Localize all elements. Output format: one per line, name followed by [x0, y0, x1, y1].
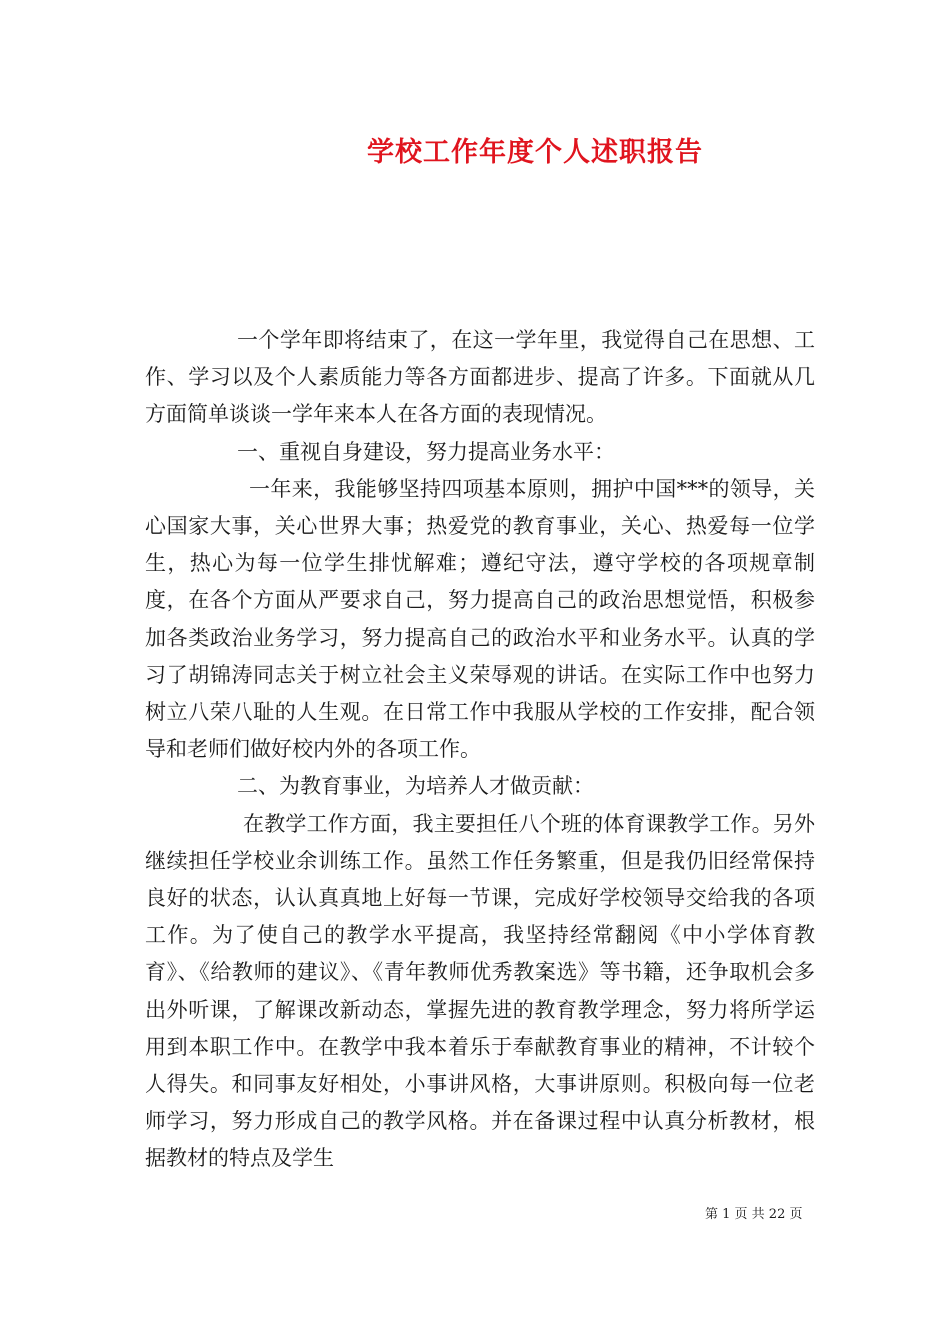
- page-title: 学校工作年度个人述职报告: [367, 137, 703, 168]
- intro-paragraph: 一个学年即将结束了，在这一学年里，我觉得自己在思想、工作、学习以及个人素质能力等各方面都进步、提高了许多。下面就从几方面简单谈谈一学年来本人在各方面的表现情况。: [145, 328, 815, 427]
- section-heading-2: 二、为教育事业，为培养人才做贡献：: [237, 774, 594, 799]
- document-body: [145, 322, 815, 1178]
- section-heading-1: 一、重视自身建设，努力提高业务水平：: [237, 439, 615, 464]
- section-1-paragraph: 一年来，我能够坚持四项基本原则，拥护中国***的领导，关心国家大事，关心世界大事；热爱党的教育事业，关心、热爱每一位学生，热心为每一位学生排忧解难；遵纪守法，遵守学校的各项规章制度，在各个方面从严要求自己，努力提高自己的政治思想觉悟，积极参加各类政治业务学习，努力提高自己的政治水平和业务水平。认真的学习了胡锦涛同志关于树立社会主义荣辱观的讲话。在实际工作中也努力树立八荣八耻的人生观。在日常工作中我服从学校的工作安排，配合领导和老师们做好校内外的各项工作。: [145, 476, 815, 762]
- page-number-footer: 第 1 页 共 22 页: [705, 1207, 803, 1222]
- section-2-paragraph: 在教学工作方面，我主要担任八个班的体育课教学工作。另外继续担任学校业余训练工作。虽然工作任务繁重，但是我仍旧经常保持良好的状态，认认真真地上好每一节课，完成好学校领导交给我的各项工作。为了使自己的教学水平提高，我坚持经常翻阅《中小学体育教育》、《给教师的建议》、《青年教师优秀教案选》等书籍，还争取机会多出外听课，了解课改新动态，掌握先进的教育教学理念，努力将所学运用到本职工作中。在教学中我本着乐于奉献教育事业的精神，不计较个人得失。和同事友好相处，小事讲风格，大事讲原则。积极向每一位老师学习，努力形成自己的教学风格。并在备课过程中认真分析教材，根据教材的特点及学生: [145, 811, 815, 1171]
